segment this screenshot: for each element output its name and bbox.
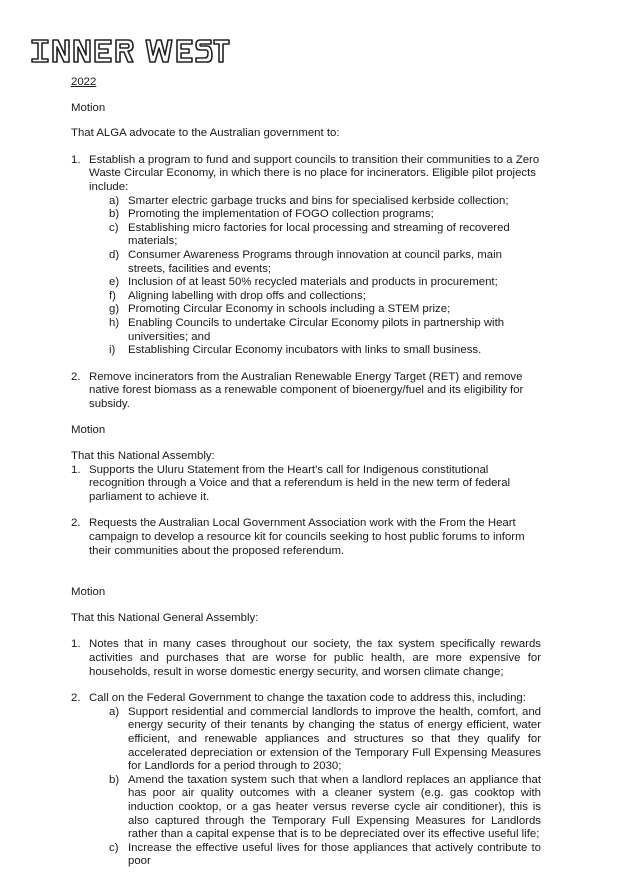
motion-1-list xyxy=(71,154,541,412)
sub-item-letter: b) xyxy=(109,208,120,221)
item-number: 1. xyxy=(71,153,81,166)
motion-3-list xyxy=(71,638,541,869)
list-item xyxy=(71,154,541,358)
list-item xyxy=(71,692,541,869)
sub-item xyxy=(109,222,541,249)
sub-item xyxy=(109,303,541,317)
motion-3-intro: That this National General Assembly: xyxy=(71,611,259,624)
motion-2-intro: That this National Assembly: xyxy=(71,450,215,463)
document-body xyxy=(71,76,541,869)
item-text: Remove incinerators from the Australian Renewable Energy Target (RET) and remove native forest biomass as a renewable component of bioenergy/fuel and its eligibility for subsidy. xyxy=(89,370,524,410)
sub-item-letter: a) xyxy=(109,194,120,207)
sub-item xyxy=(109,290,541,304)
sub-item-letter: i) xyxy=(109,344,116,357)
item-text: Call on the Federal Government to change the taxation code to address this, including: xyxy=(89,692,526,705)
sub-item-text: Establishing Circular Economy incubators with links to small business. xyxy=(128,344,482,357)
sub-item-letter: d) xyxy=(109,248,120,261)
sub-item-letter: c) xyxy=(109,841,119,854)
sub-item xyxy=(109,208,541,222)
item-number: 2. xyxy=(71,370,81,383)
motion-2-heading: Motion xyxy=(71,424,106,437)
list-item xyxy=(71,517,541,558)
item-number: 2. xyxy=(71,692,81,705)
motion-1-intro: That ALGA advocate to the Australian government to: xyxy=(71,127,340,140)
sub-item xyxy=(109,249,541,276)
item-text: Notes that in many cases throughout our society, the tax system specifically rewards activities and purchases that are worse for public health, are more expensive for households, result in worse domestic energy security, and worsen climate change; xyxy=(89,638,541,678)
sub-item-text: Establishing micro factories for local processing and streaming of recovered materials; xyxy=(128,221,510,248)
sub-item xyxy=(109,774,541,842)
sub-item-text: Promoting Circular Economy in schools including a STEM prize; xyxy=(128,303,451,316)
sub-item-letter: a) xyxy=(109,705,120,718)
item-text: Establish a program to fund and support councils to transition their communities to a Zero Waste Circular Economy, in which there is no place for incinerators. Eligible pilot projects include: xyxy=(89,153,540,193)
sub-item-text: Enabling Councils to undertake Circular Economy pilots in partnership with universities; and xyxy=(128,316,505,343)
motion-2-list xyxy=(71,464,541,559)
sub-item xyxy=(109,344,541,358)
sub-item-letter: e) xyxy=(109,276,120,289)
list-item xyxy=(71,464,541,505)
sub-item-text: Aligning labelling with drop offs and collections; xyxy=(128,289,366,302)
item-text: Requests the Australian Local Government Association work with the From the Heart campaign to develop a resource kit for councils seeking to host public forums to inform their communities about the proposed referendum. xyxy=(89,517,525,557)
item-text: Supports the Uluru Statement from the Heart’s call for Indigenous constitutional recognition through a Voice and that a referendum is held in the new term of federal parliament to achieve it. xyxy=(89,463,511,503)
motion-1-heading: Motion xyxy=(71,101,106,114)
list-item xyxy=(71,638,541,679)
sub-item-text: Inclusion of at least 50% recycled materials and products in procurement; xyxy=(128,276,498,289)
sub-item xyxy=(109,276,541,290)
sub-item xyxy=(109,195,541,209)
sub-item xyxy=(109,317,541,344)
document-year: 2022 xyxy=(71,76,97,88)
sub-item-text: Smarter electric garbage trucks and bins for specialised kerbside collection; xyxy=(128,194,509,207)
inner-west-logo xyxy=(30,38,230,64)
sub-item-letter: h) xyxy=(109,316,120,329)
sub-item-text: Consumer Awareness Programs through innovation at council parks, main streets, facilities and events; xyxy=(128,248,502,275)
list-item xyxy=(71,371,541,412)
motion-3-heading: Motion xyxy=(71,586,106,599)
sub-list xyxy=(109,706,541,869)
sub-item-text: Support residential and commercial landlords to improve the health, comfort, and energy security of their tenants by changing the status of energy efficient, water efficient, and renewable appliances and structures so that they qualify for accelerated depreciation or extension of the Temporary Full Expensing Measures for Landlords for a period through to 2030; xyxy=(128,705,541,773)
sub-item-text: Promoting the implementation of FOGO collection programs; xyxy=(128,208,434,221)
sub-item-letter: f) xyxy=(109,289,116,302)
sub-list xyxy=(109,195,541,358)
sub-item-letter: c) xyxy=(109,221,119,234)
sub-item xyxy=(109,706,541,774)
item-number: 1. xyxy=(71,638,81,651)
sub-item-text: Increase the effective useful lives for those appliances that actively contribute to poor xyxy=(128,841,541,868)
item-number: 1. xyxy=(71,463,81,476)
sub-item-letter: g) xyxy=(109,303,120,316)
sub-item-letter: b) xyxy=(109,773,120,786)
sub-item xyxy=(109,842,541,869)
item-number: 2. xyxy=(71,517,81,530)
sub-item-text: Amend the taxation system such that when a landlord replaces an appliance that has poor air quality outcomes with a cleaner system (e.g. gas cooktop with induction cooktop, or a gas heater versus reverse cycle air conditioner), this is also captured through the Temporary Full Expensing Measures for Landlords rather than a capital expense that is to be depreciated over its effective useful life; xyxy=(128,773,541,841)
